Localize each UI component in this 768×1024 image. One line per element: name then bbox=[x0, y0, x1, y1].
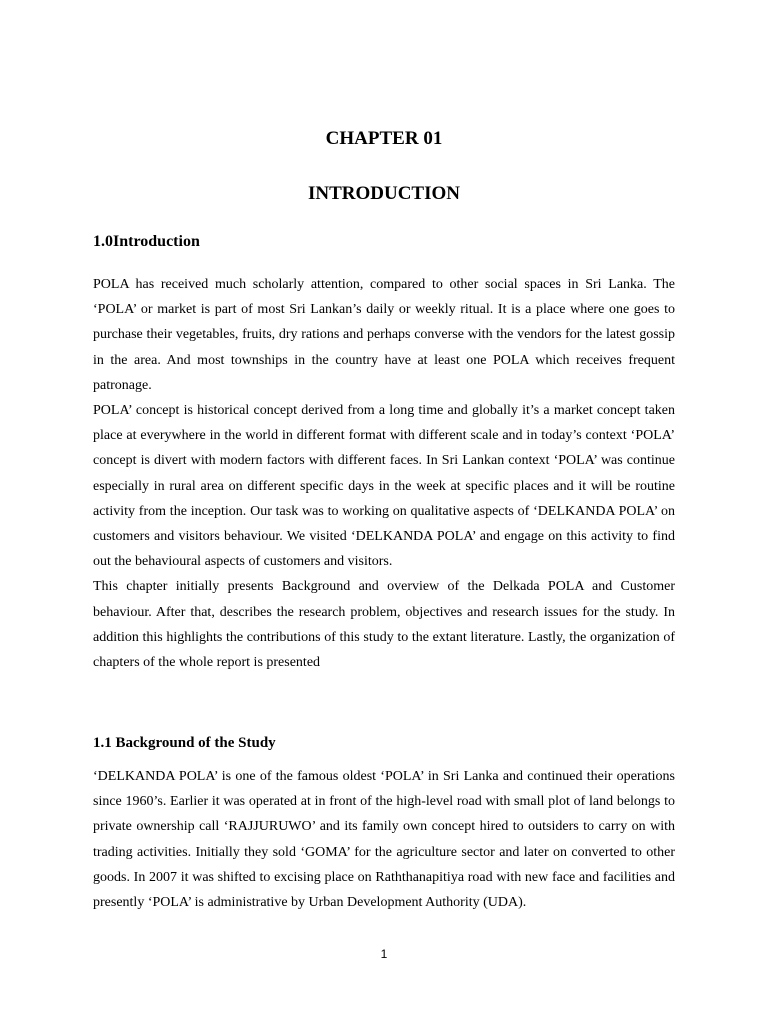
background-body bbox=[93, 764, 675, 915]
chapter-title: INTRODUCTION bbox=[307, 183, 461, 204]
paragraph-delkanda-history: ‘DELKANDA POLA’ is one of the famous oldest ‘POLA’ in Sri Lanka and continued their operations since 1960’s. Earlier it was operated at in front of the high-level road with small plot of land belongs to private ownership call ‘RAJJURUWO’ and its family own concept hired to outsiders to carry on with trading activities. Initially they sold ‘GOMA’ for the agriculture sector and later on converted to other goods. In 2007 it was shifted to excising place on Raththanapitiya road with new face and facilities and presently ‘POLA’ is administrative by Urban Development Authority (UDA). bbox=[93, 769, 675, 911]
paragraph-pola-attention: POLA has received much scholarly attention, compared to other social spaces in Sri Lanka. The ‘POLA’ or market is part of most Sri Lankan’s daily or weekly ritual. It is a place where one goes to purchase their vegetables, fruits, dry rations and perhaps converse with the vendors for the latest gossip in the area. And most townships in the country have at least one POLA which receives frequent patronage. bbox=[93, 277, 675, 393]
paragraph-chapter-overview: This chapter initially presents Background and overview of the Delkada POLA and Customer behaviour. After that, describes the research problem, objectives and research issues for the study. In addition this highlights the contributions of this study to the extant literature. Lastly, the organization of chapters of the whole report is presented bbox=[93, 579, 675, 671]
paragraph-pola-concept: POLA’ concept is historical concept derived from a long time and globally it’s a market concept taken place at everywhere in the world in different format with different scale and in today’s context ‘POLA’ concept is divert with modern factors with different faces. In Sri Lankan context ‘POLA’ was continue especially in rural area on different specific days in the week at specific places and it will be routine activity from the inception. Our task was to working on qualitative aspects of ‘DELKANDA POLA’ on customers and visitors behaviour. We visited ‘DELKANDA POLA’ and engage on this activity to find out the behavioural aspects of customers and visitors. bbox=[93, 403, 675, 570]
page-number: 1 bbox=[380, 947, 388, 961]
chapter-label: CHAPTER 01 bbox=[325, 128, 443, 149]
section-heading-background: 1.1 Background of the Study bbox=[93, 735, 276, 751]
introduction-body bbox=[93, 272, 675, 675]
section-heading-introduction: 1.0Introduction bbox=[93, 233, 200, 250]
